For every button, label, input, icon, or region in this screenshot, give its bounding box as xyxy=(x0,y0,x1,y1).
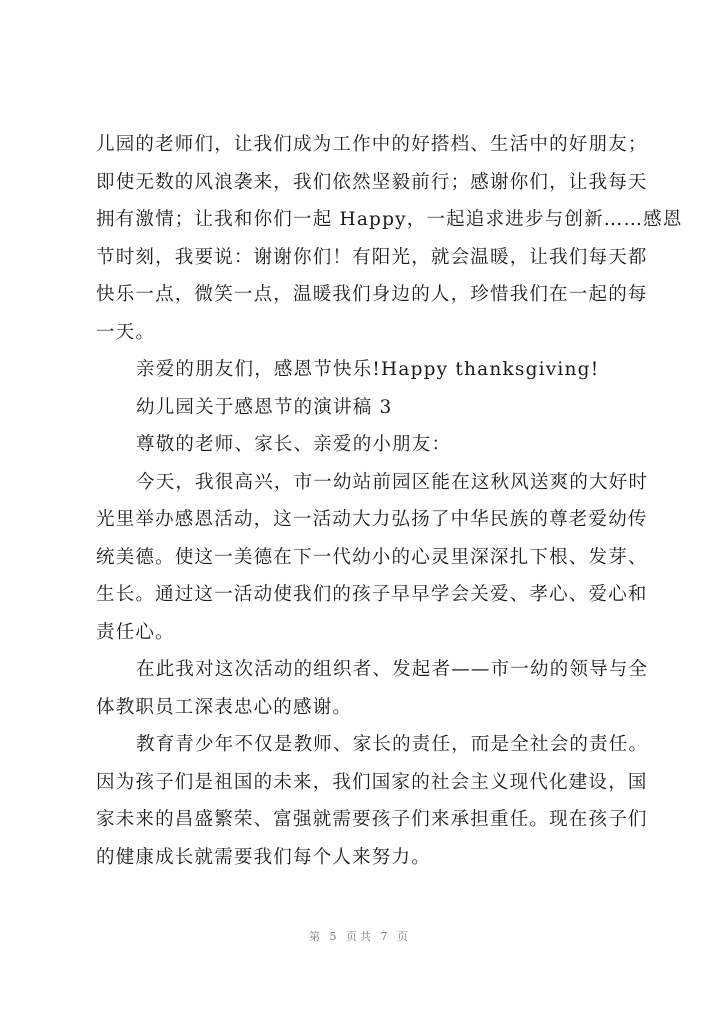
paragraph xyxy=(96,651,649,726)
text-line: 亲爱的朋友们，感恩节快乐!Happy thanksgiving! xyxy=(136,359,600,380)
paragraph xyxy=(96,126,683,351)
section-title xyxy=(96,389,636,427)
page-number-footer: 第 5 页共 7 页 xyxy=(309,930,411,943)
text-line: 教育青少年不仅是教师、家长的责任，而是全社会的责任。 xyxy=(136,734,649,755)
text-line: 统美德。使这一美德在下一代幼小的心灵里深深扎下根、发芽、 xyxy=(96,546,648,568)
text-line: 即使无数的风浪袭来，我们依然坚毅前行；感谢你们，让我每天 xyxy=(96,171,648,193)
document-body xyxy=(96,126,683,876)
text-line: 今天，我很高兴，市一幼站前园区能在这秋风送爽的大好时 xyxy=(136,471,649,493)
text-line: 在此我对这次活动的组织者、发起者——市一幼的领导与全 xyxy=(136,659,649,680)
text-line: 幼儿园关于感恩节的演讲稿 3 xyxy=(136,396,393,418)
text-line: 责任心。 xyxy=(96,621,175,643)
salutation xyxy=(96,426,636,464)
text-line: 体教职员工深表忠心的感谢。 xyxy=(96,696,353,718)
text-line: 因为孩子们是祖国的未来，我们国家的社会主义现代化建设，国 xyxy=(96,771,648,793)
text-line: 一天。 xyxy=(96,321,156,343)
text-line: 光里举办感恩活动，这一活动大力弘扬了中华民族的尊老爱幼传 xyxy=(96,509,648,530)
text-line: 儿园的老师们，让我们成为工作中的好搭档、生活中的好朋友； xyxy=(96,134,648,155)
text-line: 生长。通过这一活动使我们的孩子早早学会关爱、孝心、爱心和 xyxy=(96,584,648,605)
text-line: 的健康成长就需要我们每个人来努力。 xyxy=(96,846,431,868)
text-line: 尊敬的老师、家长、亲爱的小朋友： xyxy=(136,434,452,455)
paragraph xyxy=(96,351,636,389)
paragraph xyxy=(96,464,649,652)
text-line: 家未来的昌盛繁荣、富强就需要孩子们来承担重任。现在孩子们 xyxy=(96,809,648,830)
text-line: 快乐一点，微笑一点，温暖我们身边的人，珍惜我们在一起的每 xyxy=(96,284,648,305)
paragraph xyxy=(96,726,649,876)
text-line: 节时刻，我要说：谢谢你们！有阳光，就会温暖，让我们每天都 xyxy=(96,246,648,268)
text-line: 拥有激情；让我和你们一起 Happy，一起追求进步与创新……感恩 xyxy=(96,209,683,230)
